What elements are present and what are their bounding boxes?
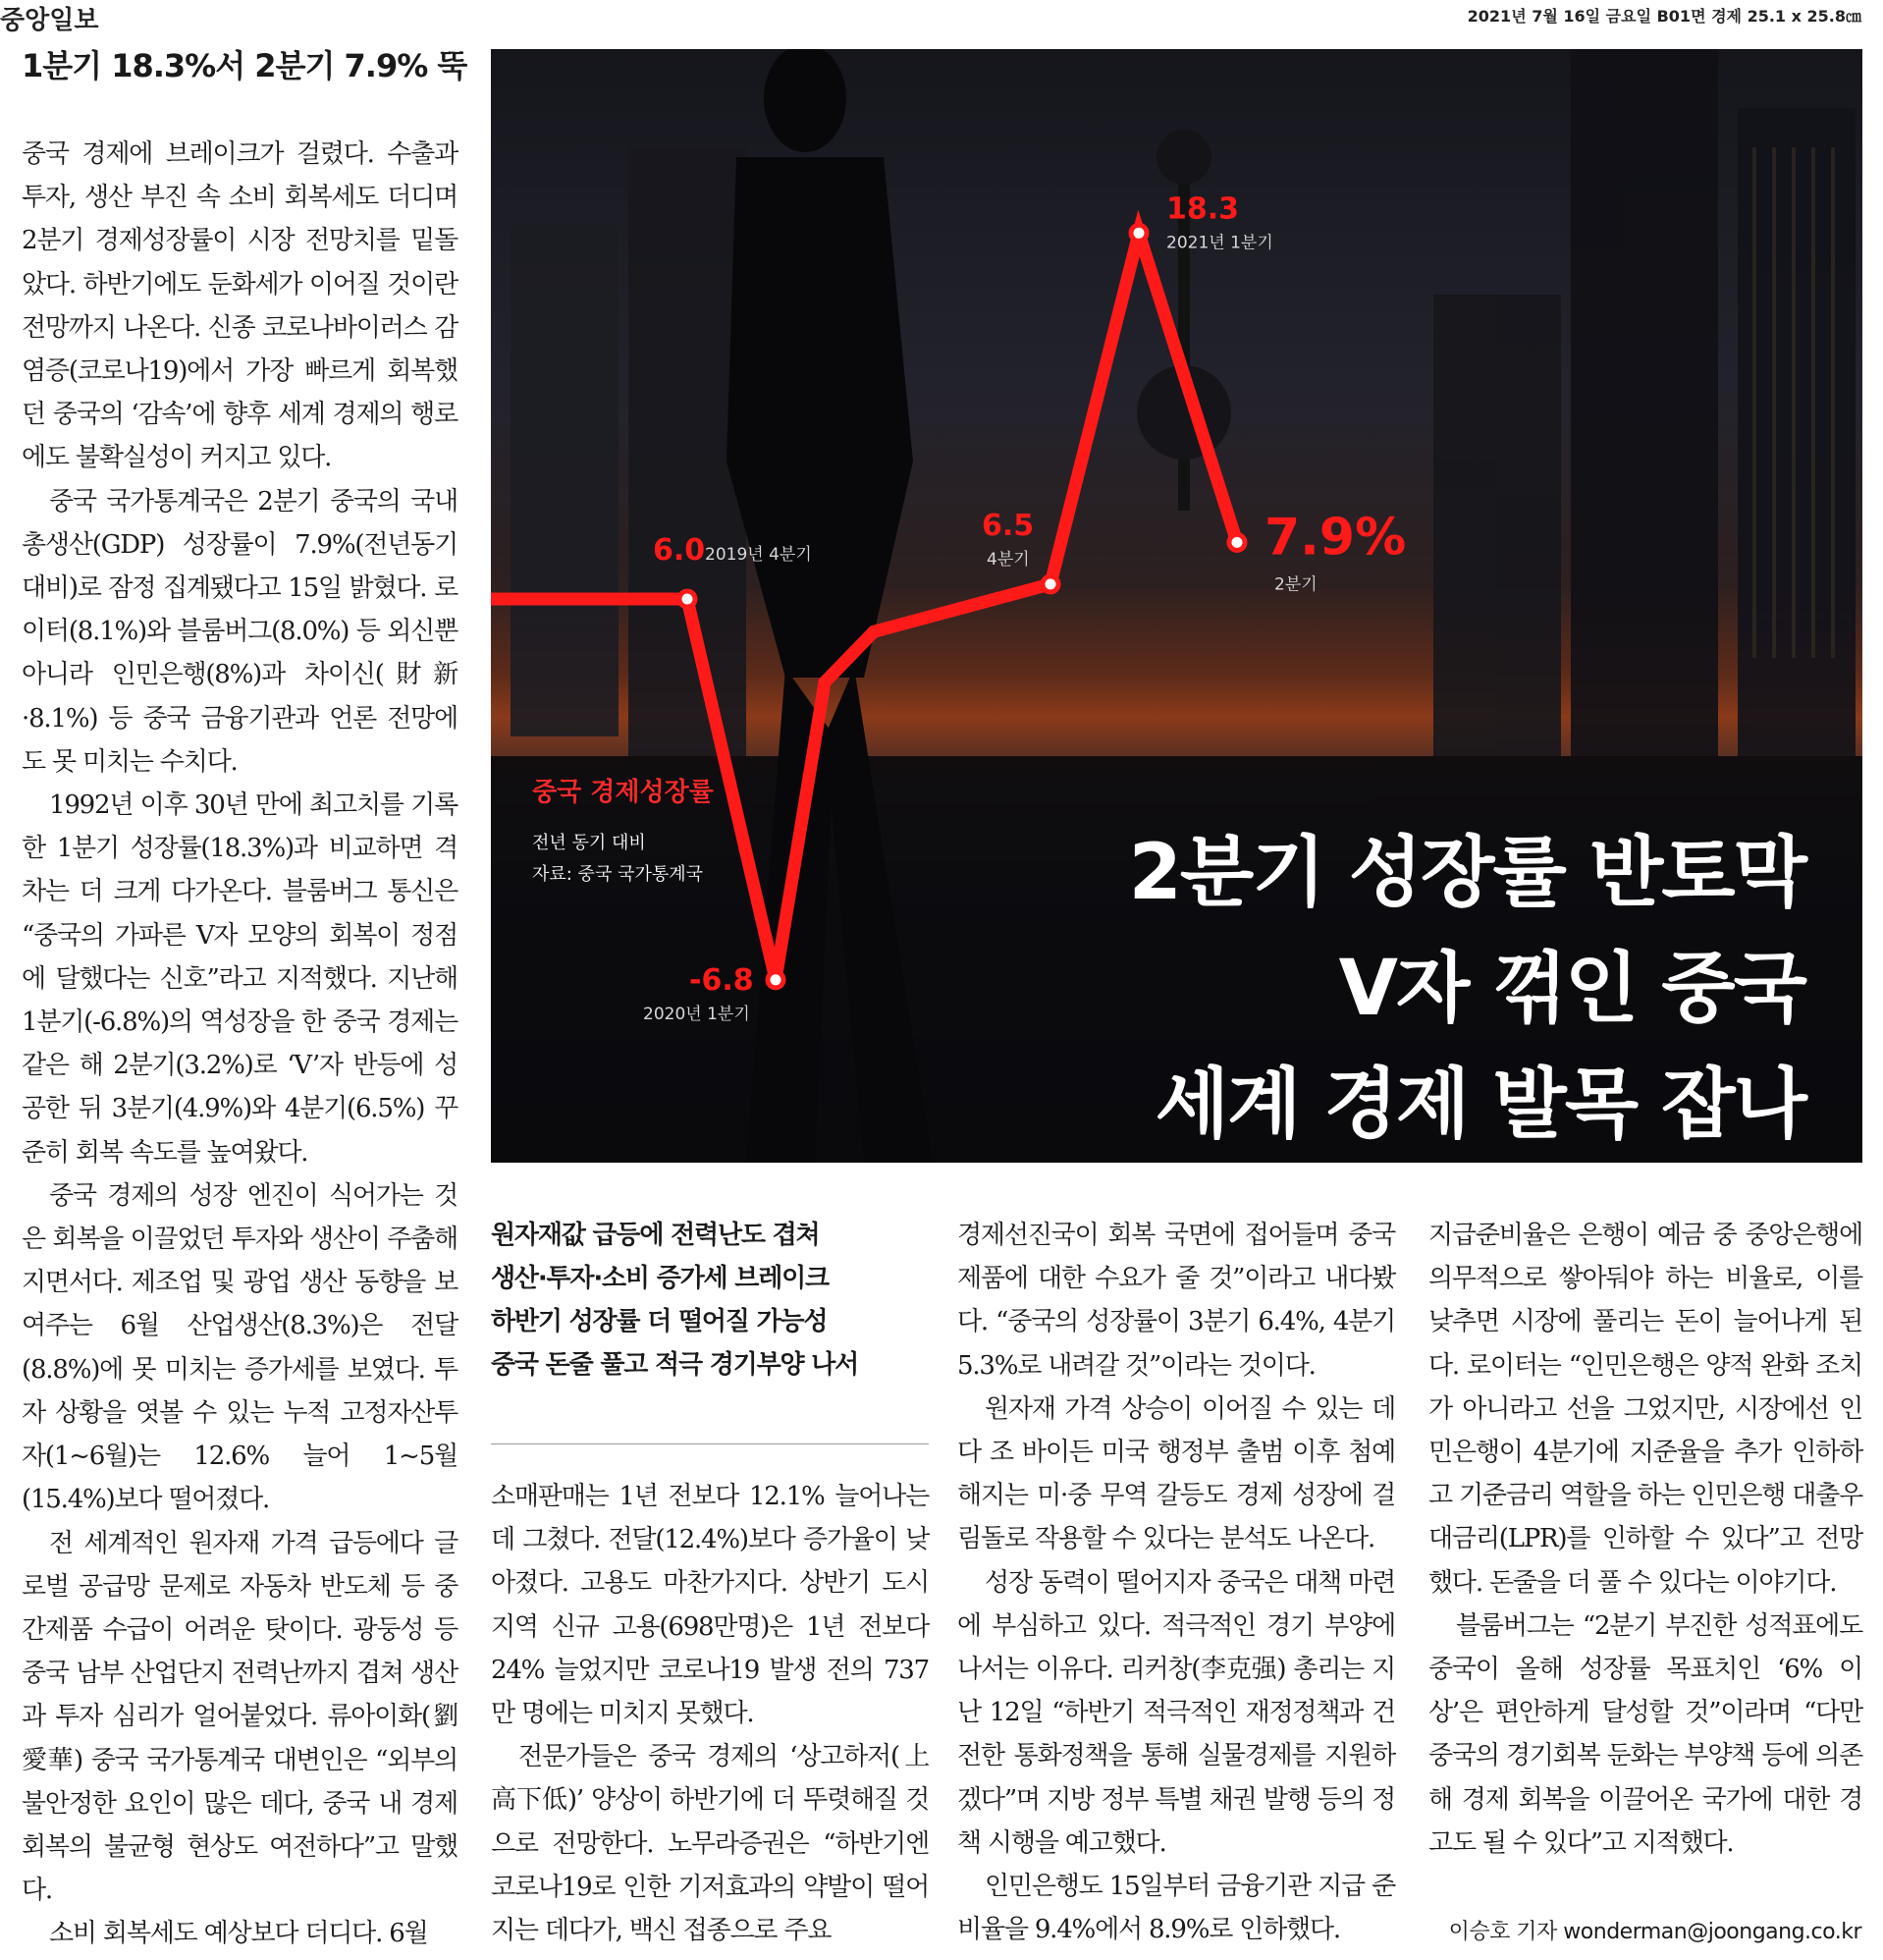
paragraph: 중국 경제의 성장 엔진이 식어가는 것은 회복을 이끌었던 투자와 생산이 주춤해지면서다. 제조업 및 광업 생산 동향을 보여주는 6월 산업생산(8.3%)은 전달(8.8%)에 못 미치는 증가세를 보였다. 투자 상황을 엿볼 수 있는 누적 고정자산투자(1~6월)는 12.6% 늘어 1~5월(15.4%)보다 떨어졌다. <box>22 1180 457 1515</box>
paragraph: 성장 동력이 떨어지자 중국은 대책 마련에 부심하고 있다. 적극적인 경기 부양에 나서는 이유다. 리커창(李克强) 총리는 지난 12일 “하반기 적극적인 재정정책과 건전한 통화정책을 통해 실물경제를 지원하겠다”며 지방 정부 특별 채권 발행 등의 정책 시행을 예고했다. <box>957 1567 1395 1858</box>
data-label-value: 7.9% <box>1264 508 1407 568</box>
subhead-4: 중국 돈줄 풀고 적극 경기부양 나서 <box>491 1350 859 1380</box>
paragraph: 인민은행도 15일부터 금융기관 지급 준비율을 9.4%에서 8.9%로 인하했다. <box>957 1872 1395 1945</box>
data-label-value: 6.5 <box>982 508 1035 543</box>
subhead-2: 생산·투자·소비 증가세 브레이크 <box>491 1264 829 1293</box>
data-label-period: 2020년 1분기 <box>643 1004 750 1024</box>
data-point <box>768 972 783 988</box>
publication-info: 2021년 7월 16일 금요일 B01면 경제 25.1 x 25.8㎝ <box>1467 7 1861 26</box>
paragraph: 지급준비율은 은행이 예금 중 중앙은행에 의무적으로 쌓아둬야 하는 비율로, 이를 낮추면 시장에 풀리는 돈이 늘어나게 된다. 로이터는 “인민은행은 양적 완화 조치가 아니라고 선을 그었지만, 시장에선 인민은행이 4분기에 지준율을 추가 인하하고 기준금리 역할을 하는 인민은행 대출우대금리(LPR)를 인하할 수 있다”고 전망했다. 돈줄을 더 풀 수 있다는 이야기다. <box>1428 1221 1862 1598</box>
paragraph: 경제선진국이 회복 국면에 접어들며 중국 제품에 대한 수요가 줄 것”이라고 내다봤다. “중국의 성장률이 3분기 6.4%, 4분기 5.3%로 내려갈 것”이라는 것이다. <box>957 1221 1395 1381</box>
article-column-3 <box>957 1214 1395 1951</box>
masthead-logo: 중앙일보 <box>0 6 99 35</box>
paragraph: 중국 경제에 브레이크가 걸렸다. 수출과 투자, 생산 부진 속 소비 회복세도 더디며 2분기 경제성장률이 시장 전망치를 밑돌았다. 하반기에도 둔화세가 이어질 것이란 전망까지 나온다. 신종 코로나바이러스 감염증(코로나19)에서 가장 빠르게 회복했던 중국의 ‘감속’에 향후 세계 경제의 행로에도 불확실성이 커지고 있다. <box>22 139 457 473</box>
data-label-period: 2021년 1분기 <box>1166 233 1273 253</box>
article-column-4 <box>1428 1214 1862 1865</box>
headline-line-1: 2분기 성장률 반토막 <box>1128 829 1805 917</box>
paragraph: 전 세계적인 원자재 가격 급등에다 글로벌 공급망 문제로 자동차 반도체 등 중간제품 수급이 어려운 탓이다. 광둥성 등 중국 남부 산업단지 전력난까지 겹쳐 생산과 투자 심리가 얼어붙었다. 류아이화(劉愛華) 중국 국가통계국 대변인은 “외부의 불안정한 요인이 많은 데다, 중국 내 경제 회복의 불균형 현상도 여전하다”고 말했다. <box>22 1528 457 1906</box>
subhead-3: 하반기 성장률 더 떨어질 가능성 <box>491 1307 828 1336</box>
paragraph: 전문가들은 중국 경제의 ‘상고하저(上高下低)’ 양상이 하반기에 더 뚜렷해질 것으로 전망한다. 노무라증권은 “하반기엔 코로나19로 인한 기저효과의 약발이 떨어지는 데다가, 백신 접종으로 주요 <box>491 1742 929 1946</box>
data-point <box>1131 225 1147 241</box>
legend-title: 중국 경제성장률 <box>532 778 714 807</box>
photo-chart <box>491 49 1862 1163</box>
subhead-divider <box>491 1443 929 1444</box>
data-point <box>1043 576 1058 592</box>
headline-line-2: V자 꺾인 중국 <box>1338 945 1805 1033</box>
legend-source: 자료: 중국 국가통계국 <box>532 864 703 885</box>
data-label-period: 4분기 <box>987 549 1030 570</box>
paragraph: 중국 국가통계국은 2분기 중국의 국내총생산(GDP) 성장률이 7.9%(전년동기대비)로 잠정 집계됐다고 15일 밝혔다. 로이터(8.1%)와 블룸버그(8.0%) 등 외신뿐 아니라 인민은행(8%)과 차이신(財新·8.1%) 등 중국 금융기관과 언론 전망에도 못 미치는 수치다. <box>22 486 457 777</box>
article-column-1 <box>22 133 457 1956</box>
legend-sub-basis: 전년 동기 대비 <box>532 833 646 853</box>
paragraph: 소비 회복세도 예상보다 더디다. 6월 <box>49 1919 428 1949</box>
paragraph: 1992년 이후 30년 만에 최고치를 기록한 1분기 성장률(18.3%)과 비교하면 격차는 더 크게 다가온다. 블룸버그 통신은 “중국의 가파른 V자 모양의 회복이 정점에 달했다는 신호”라고 지적했다. 지난해 1분기(-6.8%)의 역성장을 한 중국 경제는 같은 해 2분기(3.2%)로 ‘V’자 반등에 성공한 뒤 3분기(4.9%)와 4분기(6.5%) 꾸준히 회복 속도를 높여왔다. <box>22 790 457 1168</box>
subhead-1: 원자재값 급등에 전력난도 겹쳐 <box>491 1221 820 1250</box>
subheadlines <box>491 1214 929 1387</box>
data-point <box>679 591 695 607</box>
data-point <box>1229 534 1245 550</box>
main-headline <box>1129 815 1805 1163</box>
data-label-period: 2019년 4분기 <box>705 545 812 565</box>
paragraph: 원자재 가격 상승이 이어질 수 있는 데다 조 바이든 미국 행정부 출범 이후 첨예해지는 미·중 무역 갈등도 경제 성장에 걸림돌로 작용할 수 있다는 분석도 나온다. <box>957 1393 1395 1554</box>
byline: 이승호 기자 wonderman@joongang.co.kr <box>1448 1920 1861 1944</box>
data-label-value: 18.3 <box>1166 191 1240 227</box>
headline-line-3: 세계 경제 발목 잡나 <box>1155 1061 1805 1149</box>
data-label-value: -6.8 <box>689 962 754 998</box>
paragraph: 블룸버그는 “2분기 부진한 성적표에도 중국이 올해 성장률 목표치인 ‘6% 이상’은 편안하게 달성할 것”이라며 “다만 중국의 경기회복 둔화는 부양책 등에 의존해 경제 회복을 이끌어온 국가에 대한 경고도 될 수 있다”고 지적했다. <box>1428 1610 1862 1858</box>
data-label-period: 2분기 <box>1274 574 1318 595</box>
article-column-2 <box>491 1475 929 1952</box>
chart-legend <box>532 772 714 891</box>
paragraph: 소매판매는 1년 전보다 12.1% 늘어나는 데 그쳤다. 전달(12.4%)보다 증가율이 낮아졌다. 고용도 마찬가지다. 상반기 도시지역 신규 고용(698만명)은 1년 전보다 24% 늘었지만 코로나19 발생 전의 737만 명에는 미치지 못했다. <box>491 1482 929 1729</box>
data-label-value: 6.0 <box>653 533 706 568</box>
sidebar-headline: 1분기 18.3%서 2분기 7.9% 뚝 <box>22 47 467 84</box>
